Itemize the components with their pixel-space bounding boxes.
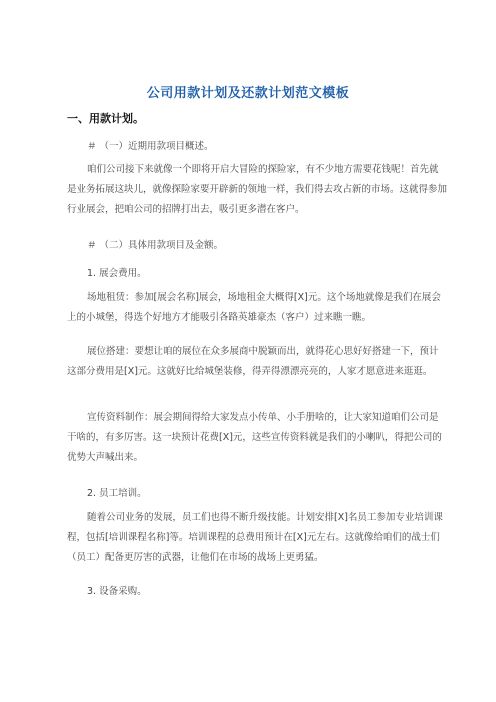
subheading-project-amounts: ＃ （二）具体用款项目及金额。: [87, 240, 224, 251]
paragraph-training: 随着公司业务的发展，员工们也得不断升级技能。计划安排[X]名员工参加专业培训课程，包括[培训课程名称]等。培训课程的总费用预计在[X]元左右。这就像给咱们的战士们（员工）配备更厉害的武器，让他们在市场的战场上更勇猛。: [67, 512, 443, 563]
list-item-staff-training: 2. 员工培训。: [87, 488, 147, 499]
section-heading-borrowing-plan: 一、用款计划。: [67, 112, 144, 125]
list-item-exhibition-cost: 1. 展会费用。: [87, 268, 147, 279]
paragraph-overview: 咱们公司接下来就像一个即将开启大冒险的探险家，有不少地方需要花钱呢！首先就是业务拓展这块儿，就像探险家要开辟新的领地一样，我们得去攻占新的市场。这就得参加行业展会，把咱公司的招牌打出去，吸引更多潜在客户。: [67, 164, 448, 215]
subheading-project-overview: ＃ （一）近期用款项目概述。: [87, 141, 214, 152]
paragraph-booth-construction: 展位搭建：要想让咱的展位在众多展商中脱颖而出，就得花心思好好搭建一下，预计这部分费用是[X]元。这就好比给城堡装修，得弄得漂漂亮亮的，人家才愿意进来逛逛。: [67, 346, 439, 377]
paragraph-promo-materials: 宣传资料制作：展会期间得给大家发点小传单、小手册啥的，让大家知道咱们公司是干啥的，有多厉害。这一块预计花费[X]元，这些宣传资料就是我们的小喇叭，得把公司的优势大声喊出来。: [67, 412, 442, 463]
paragraph-venue-rental: 场地租赁：参加[展会名称]展会，场地租金大概得[X]元。这个场地就像是我们在展会上的小城堡，得选个好地方才能吸引各路英雄豪杰（客户）过来瞧一瞧。: [67, 292, 441, 323]
document-title: 公司用款计划及还款计划范文模板: [146, 86, 350, 101]
list-item-equipment-purchase: 3. 设备采购。: [87, 586, 147, 597]
